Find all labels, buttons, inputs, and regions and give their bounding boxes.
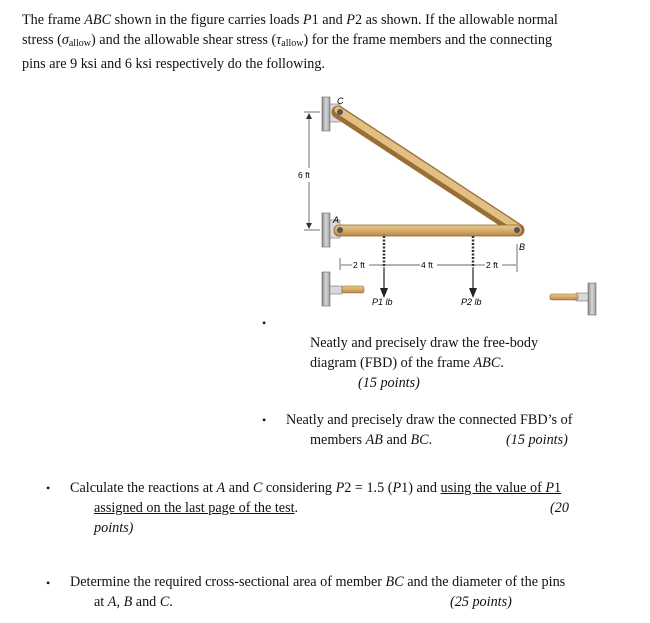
member-ab — [334, 225, 522, 236]
pin-b — [514, 227, 520, 233]
label-a: A — [333, 215, 340, 225]
task-3-points-a: (20 — [550, 500, 569, 516]
label-c: C — [337, 96, 344, 106]
member-bc-highlight — [338, 110, 518, 228]
bullet-task-1: • — [262, 316, 267, 330]
task-3-line-1: Calculate the reactions at A and C considering P2 = 1.5 (P1) and using the value of P1 — [70, 480, 562, 496]
detail-right-member — [550, 294, 578, 300]
task-4-points: (25 points) — [450, 594, 512, 610]
task-1-line-1: Neatly and precisely draw the free-body — [310, 335, 539, 351]
load-p1-label: P1 lb — [372, 297, 393, 307]
task-3-line-2: assigned on the last page of the test. (20 — [94, 500, 569, 516]
task-4-line-2: at A, B and C. (25 points) — [94, 594, 512, 610]
detail-left-wall — [322, 272, 330, 306]
intro-line-3: pins are 9 ksi and 6 ksi respectively do the following. — [22, 56, 326, 72]
task-1 — [310, 333, 630, 393]
support-a-wall — [322, 213, 330, 247]
dim-6ft-label: 6 ft — [298, 170, 310, 180]
label-b: B — [519, 242, 526, 252]
task-2 — [286, 410, 631, 450]
detail-left-member — [342, 286, 364, 293]
detail-right-wall — [588, 283, 596, 315]
task-3-points-b: points) — [94, 520, 134, 536]
support-c-wall — [322, 97, 330, 131]
task-2-line-1: Neatly and precisely draw the connected FBD’s of — [286, 412, 573, 428]
dim-6ft-arrow-bottom — [306, 223, 312, 229]
task-1-points: (15 points) — [358, 375, 420, 391]
task-4-line-1: Determine the required cross-sectional area of member BC and the diameter of the pins — [70, 574, 566, 590]
bullet-task-4: • — [46, 576, 51, 590]
bullet-task-2: • — [262, 413, 267, 427]
dim-4ft-label: 4 ft — [421, 260, 433, 270]
bullet-task-3: • — [46, 481, 51, 495]
task-2-line-2: members AB and BC. (15 points) — [310, 432, 568, 448]
pin-c — [337, 109, 343, 115]
intro-line-1: The frame ABC shown in the figure carries loads P1 and P2 as shown. If the allowable normal — [22, 12, 558, 28]
task-1-line-2: diagram (FBD) of the frame ABC. — [310, 355, 504, 371]
dim-2ft-left-label: 2 ft — [353, 260, 365, 270]
dim-2ft-right-label: 2 ft — [486, 260, 498, 270]
task-2-points: (15 points) — [506, 432, 568, 448]
pin-a — [337, 227, 343, 233]
task-3 — [70, 478, 630, 538]
dim-6ft-arrow-top — [306, 113, 312, 119]
task-4 — [70, 572, 630, 612]
load-p2-label: P2 lb — [461, 297, 482, 307]
intro-line-2: stress $(\sigma_{allow})$ and the allowable shear stress $(\tau_{allow})$ for the frame members and the connecting — [22, 32, 553, 49]
detail-left-bracket — [330, 286, 342, 294]
